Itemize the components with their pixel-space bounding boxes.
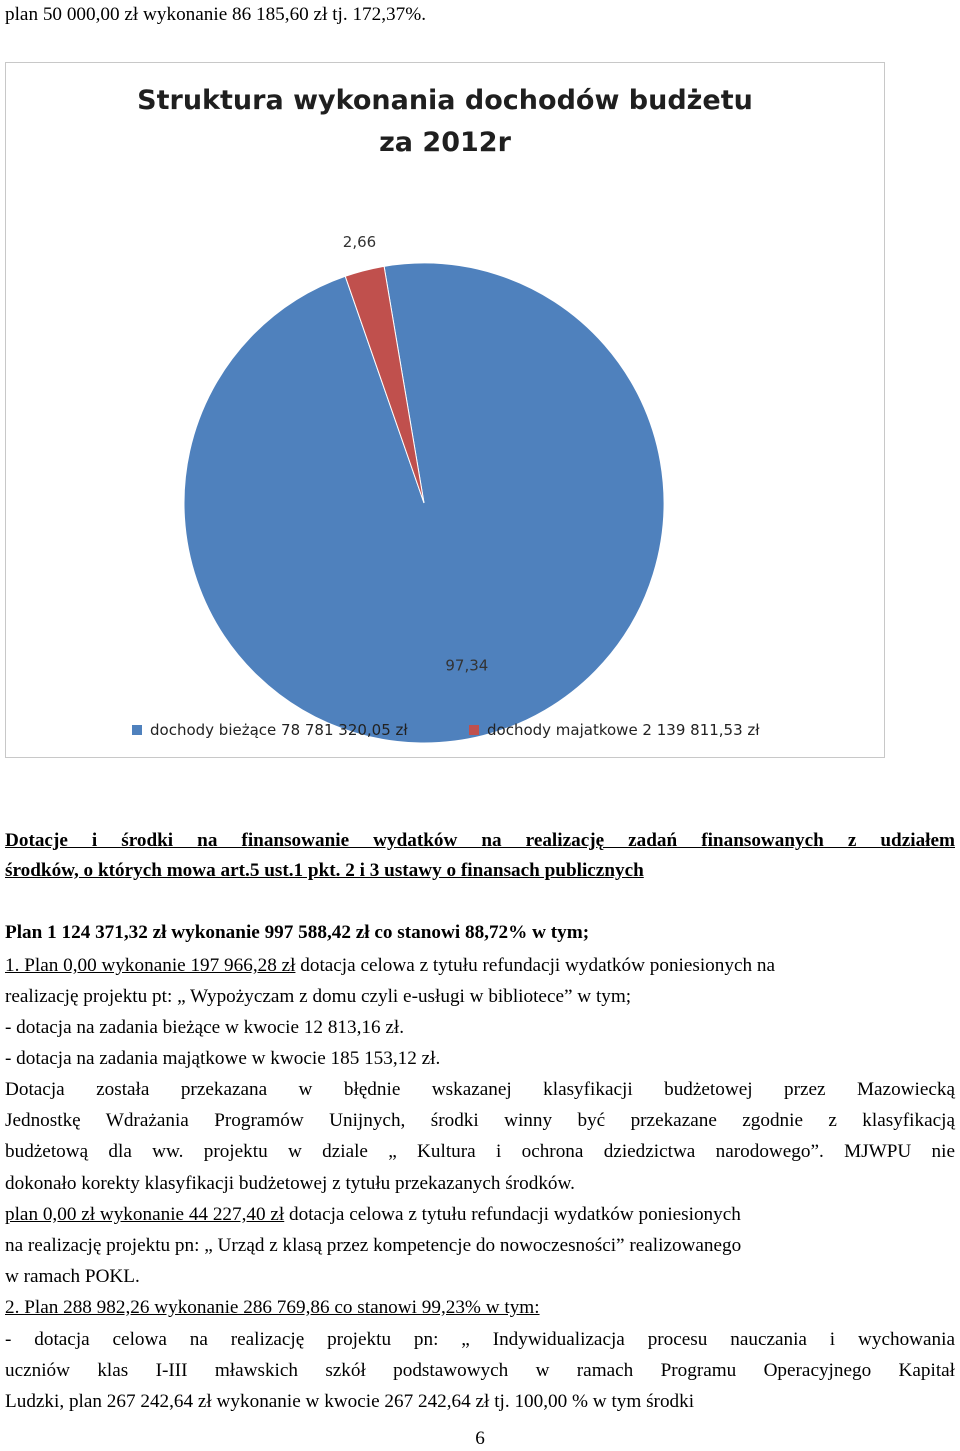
paragraph2-line3: budżetową dla ww. projektu w dziale „ Kultura i ochrona dziedzictwa narodowego”. MJWPU nie <box>5 1141 955 1162</box>
header-line: plan 50 000,00 zł wykonanie 86 185,60 zł tj. 172,37%. <box>5 4 427 25</box>
paragraph5-line3: Ludzki, plan 267 242,64 zł wykonanie w kwocie 267 242,64 zł tj. 100,00 % w tym środki <box>5 1391 695 1412</box>
legend-swatch-property <box>469 725 479 735</box>
pie-chart <box>5 62 885 758</box>
page-number: 6 <box>475 1428 485 1449</box>
paragraph2-line2: Jednostkę Wdrażania Programów Unijnych, środki winny być przekazane zgodnie z klasyfikacją <box>5 1110 955 1131</box>
pie-chart-svg <box>6 63 884 757</box>
paragraph3-line1: plan 0,00 zł wykonanie 44 227,40 zł dotacja celowa z tytułu refundacji wydatków poniesionych <box>5 1204 741 1225</box>
chart-title-line2: za 2012r <box>379 127 511 158</box>
paragraph1-underlined: 1. Plan 0,00 wykonanie 197 966,28 zł <box>5 955 296 976</box>
plan-summary: Plan 1 124 371,32 zł wykonanie 997 588,42 zł co stanowi 88,72% w tym; <box>5 922 590 943</box>
paragraph1-line2: realizację projektu pt: „ Wypożyczam z domu czyli e-usługi w bibliotece” w tym; <box>5 986 632 1007</box>
paragraph2-line4: dokonało korekty klasyfikacji budżetowej z tytułu przekazanych środków. <box>5 1173 575 1194</box>
legend-item-current <box>132 721 408 739</box>
section-heading-line1: Dotacje i środki na finansowanie wydatków na realizację zadań finansowanych z udziałem <box>5 830 955 851</box>
chart-title-line1: Struktura wykonania dochodów budżetu <box>137 85 753 116</box>
legend-swatch-current <box>132 725 142 735</box>
legend-label-current: dochody bieżące 78 781 320,05 zł <box>150 721 408 739</box>
section-heading-line2: środków, o których mowa art.5 ust.1 pkt. 2 i 3 ustawy o finansach publicznych <box>5 860 644 881</box>
paragraph1-line3: - dotacja na zadania bieżące w kwocie 12 813,16 zł. <box>5 1017 405 1038</box>
paragraph5-line2: uczniów klas I-III mławskich szkół podstawowych w ramach Programu Operacyjnego Kapitał <box>5 1360 955 1381</box>
paragraph5-line1: - dotacja celowa na realizację projektu pn: „ Indywidualizacja procesu nauczania i wychowania <box>5 1329 955 1350</box>
paragraph1-line1: 1. Plan 0,00 wykonanie 197 966,28 zł dotacja celowa z tytułu refundacji wydatków poniesionych na <box>5 955 775 976</box>
legend-item-property <box>469 721 760 739</box>
paragraph3-line3: w ramach POKL. <box>5 1266 140 1287</box>
chart-legend <box>6 715 884 745</box>
pie-label-property: 2,66 <box>342 233 377 252</box>
paragraph2-line1: Dotacja została przekazana w błędnie wskazanej klasyfikacji budżetowej przez Mazowiecką <box>5 1079 955 1100</box>
paragraph4-line1: 2. Plan 288 982,26 wykonanie 286 769,86 co stanowi 99,23% w tym: <box>5 1297 540 1318</box>
legend-label-property: dochody majatkowe 2 139 811,53 zł <box>487 721 760 739</box>
paragraph1-line4: - dotacja na zadania majątkowe w kwocie 185 153,12 zł. <box>5 1048 441 1069</box>
paragraph3-line2: na realizację projektu pn: „ Urząd z klasą przez kompetencje do nowoczesności” realizowanego <box>5 1235 742 1256</box>
paragraph3-underlined: plan 0,00 zł wykonanie 44 227,40 zł <box>5 1204 285 1225</box>
pie-label-current: 97,34 <box>445 656 489 675</box>
